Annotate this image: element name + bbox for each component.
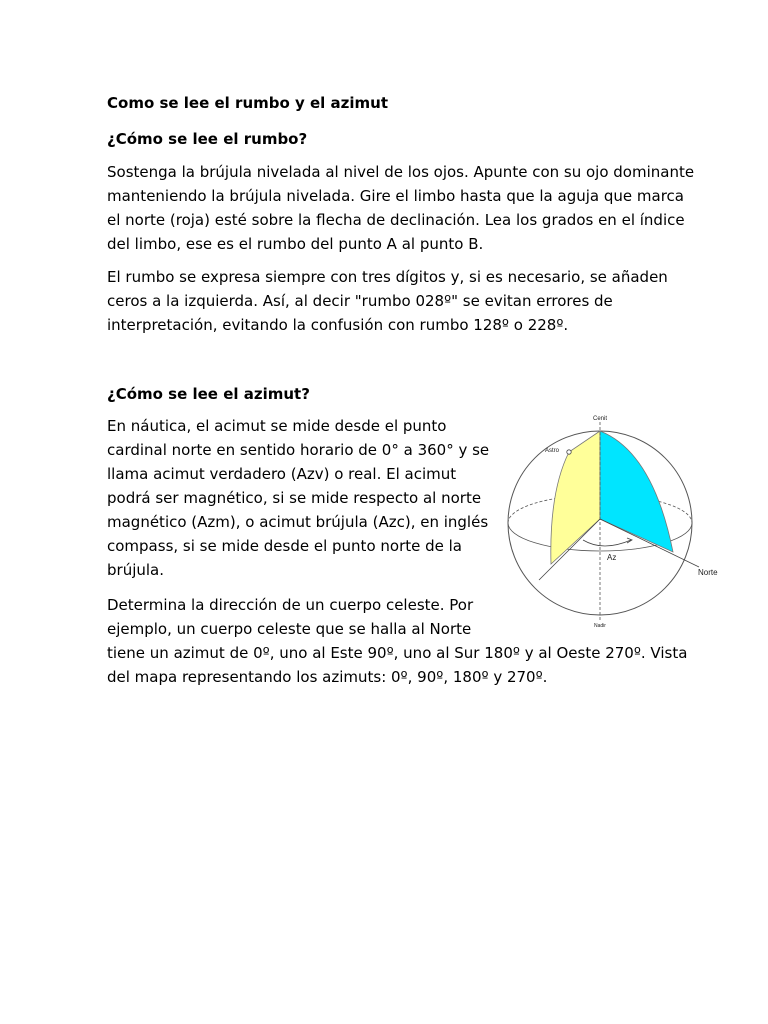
paragraph-rumbo-2 xyxy=(107,265,667,337)
text-line: Sostenga la brújula nivelada al nivel de los ojos. Apunte con su ojo dominante xyxy=(107,163,695,181)
text-line: En náutica, el acimut se mide desde el punto xyxy=(107,417,447,435)
zenith-label: Cenit xyxy=(593,416,608,422)
heading-azimut: ¿Cómo se lee el azimut? xyxy=(107,385,310,403)
text-line: el norte (roja) esté sobre la flecha de declinación. Lea los grados en el índice xyxy=(107,211,685,229)
text-line: del limbo, ese es el rumbo del punto A al punto B. xyxy=(107,235,484,253)
text-line: Determina la dirección de un cuerpo celeste. Por xyxy=(107,596,474,614)
star-marker xyxy=(567,450,571,454)
paragraph-rumbo-1 xyxy=(107,160,695,256)
meridian-sector xyxy=(600,431,673,552)
text-line: compass, si se mide desde el punto norte de la xyxy=(107,537,462,555)
nadir-label: Nadir xyxy=(594,623,606,629)
text-line: del mapa representando los azimuts: 0º, 90º, 180º y 270º. xyxy=(107,668,548,686)
text-line: llama acimut verdadero (Azv) o real. El acimut xyxy=(107,465,457,483)
document-title: Como se lee el rumbo y el azimut xyxy=(107,94,389,112)
paragraph-azimut-1 xyxy=(107,414,490,582)
text-line: manteniendo la brújula nivelada. Gire el limbo hasta que la aguja que marca xyxy=(107,187,684,205)
text-line: podrá ser magnético, si se mide respecto al norte xyxy=(107,489,482,507)
text-line: brújula. xyxy=(107,561,164,579)
celestial-sphere-diagram xyxy=(503,412,743,634)
azimuth-arc xyxy=(583,540,631,546)
azimuth-label: Az xyxy=(607,553,617,562)
text-line: El rumbo se expresa siempre con tres dígitos y, si es necesario, se añaden xyxy=(107,268,668,286)
text-line: magnético (Azm), o acimut brújula (Azc), en inglés xyxy=(107,513,489,531)
text-line: interpretación, evitando la confusión con rumbo 128º o 228º. xyxy=(107,316,569,334)
star-label: Astro xyxy=(545,448,560,454)
text-line: tiene un azimut de 0º, uno al Este 90º, uno al Sur 180º y al Oeste 270º. Vista xyxy=(107,644,688,662)
text-line: ceros a la izquierda. Así, al decir "rumbo 028º" se evitan errores de xyxy=(107,292,613,310)
heading-rumbo: ¿Cómo se lee el rumbo? xyxy=(107,130,308,148)
text-line: ejemplo, un cuerpo celeste que se halla al Norte xyxy=(107,620,472,638)
north-label: Norte xyxy=(698,568,718,577)
text-line: cardinal norte en sentido horario de 0° a 360° y se xyxy=(107,441,490,459)
